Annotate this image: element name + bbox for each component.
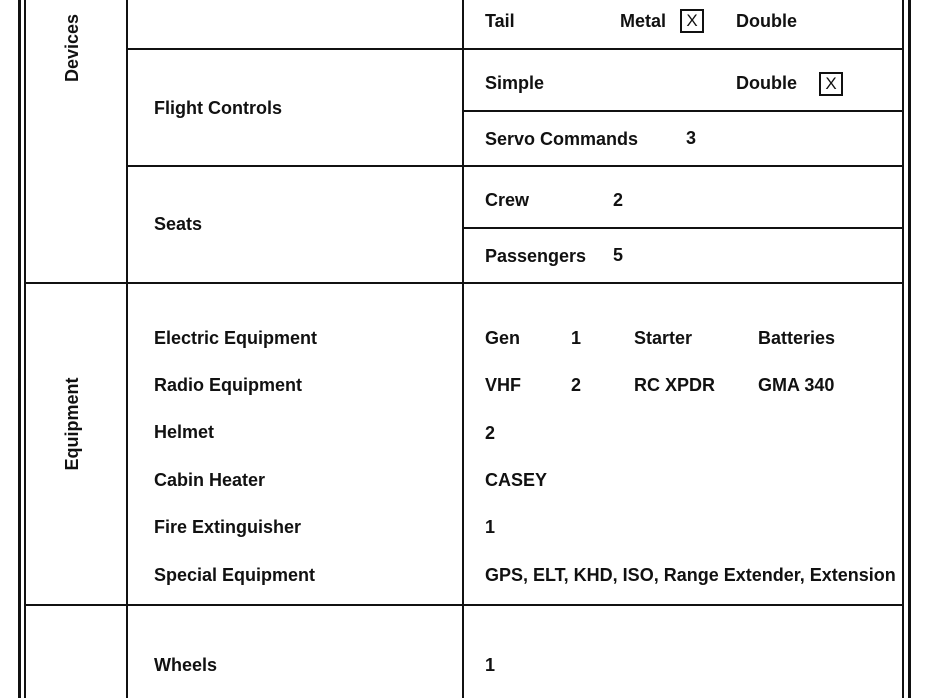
servo-commands-value: 3 [686,128,697,148]
row-divider-seats-inner [462,227,904,229]
gen-value: 1 [571,328,582,348]
row-divider-flight [126,165,904,167]
vhf-label: VHF [485,375,521,395]
tail-metal-label: Metal [620,11,667,31]
wheels-value: 1 [485,655,496,675]
servo-commands-label: Servo Commands [485,129,639,149]
helmet-label: Helmet [154,422,215,442]
outer-border-right-2 [908,0,911,698]
vhf-value: 2 [571,375,582,395]
outer-border-left-2 [24,0,26,698]
crew-value: 2 [613,190,624,210]
seats-label: Seats [154,214,203,234]
wheels-label: Wheels [154,655,218,675]
passengers-label: Passengers [485,246,587,266]
flight-controls-double-checkbox[interactable]: X [819,72,843,96]
flight-controls-double-label: Double [736,73,797,93]
outer-border-right-1 [902,0,904,698]
tail-label: Tail [485,11,515,31]
batteries-label: Batteries [758,328,836,348]
row-divider-flight-inner [462,110,904,112]
special-equipment-label: Special Equipment [154,565,316,585]
fire-extinguisher-value: 1 [485,517,496,537]
column-divider-1 [126,0,128,698]
tail-metal-checkbox[interactable]: X [680,9,704,33]
section-label-devices: Devices [62,13,82,83]
row-divider-devices [24,282,904,284]
starter-label: Starter [634,328,693,348]
cabin-heater-label: Cabin Heater [154,470,266,490]
helmet-value: 2 [485,423,496,443]
crew-label: Crew [485,190,530,210]
electric-equipment-label: Electric Equipment [154,328,318,348]
gen-label: Gen [485,328,521,348]
flight-controls-label: Flight Controls [154,98,282,118]
gma-label: GMA 340 [758,375,835,395]
column-divider-2 [462,0,464,698]
section-label-equipment: Equipment [62,377,82,471]
outer-border-left-1 [18,0,21,698]
tail-double-label: Double [736,11,797,31]
xpdr-label: RC XPDR [634,375,716,395]
cabin-heater-value: CASEY [485,470,548,490]
fire-extinguisher-label: Fire Extinguisher [154,517,302,537]
row-divider-equipment [24,604,904,606]
passengers-value: 5 [613,245,624,265]
special-equipment-value: GPS, ELT, KHD, ISO, Range Extender, Extension [485,565,896,585]
row-divider-tail [126,48,904,50]
radio-equipment-label: Radio Equipment [154,375,302,395]
flight-controls-simple-label: Simple [485,73,545,93]
